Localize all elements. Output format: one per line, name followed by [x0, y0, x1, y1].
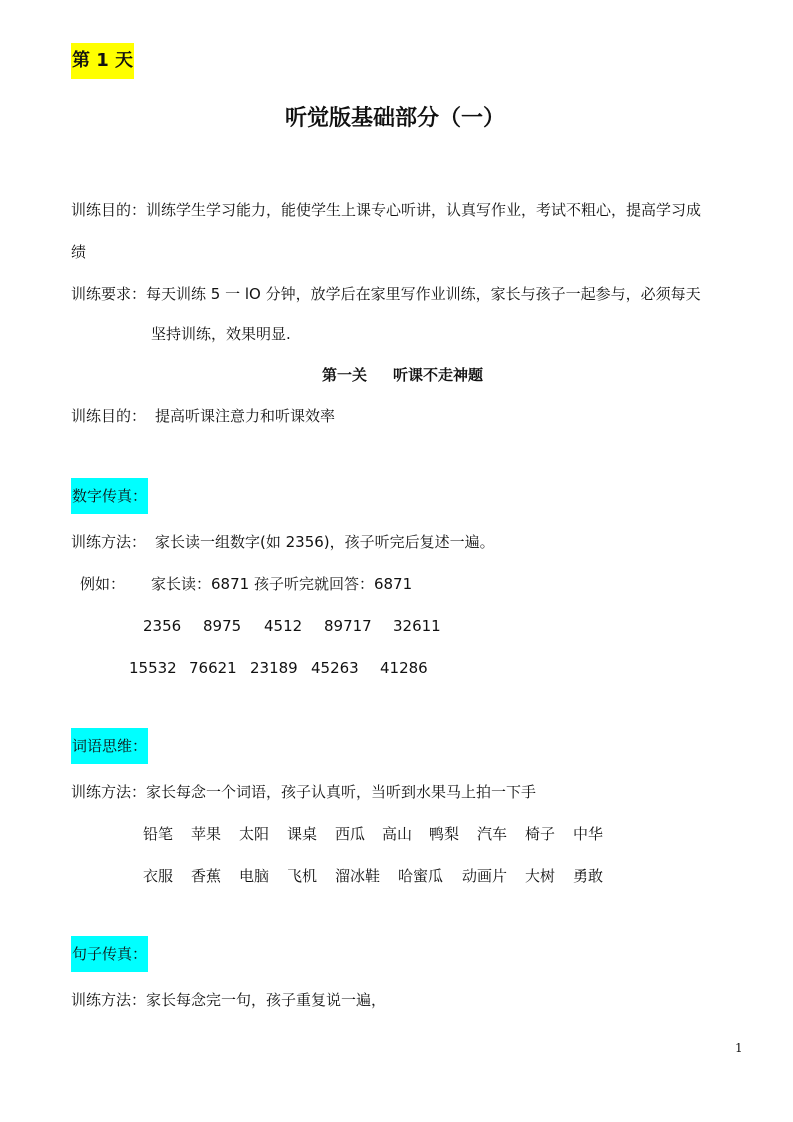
word-item: 汽车: [477, 825, 508, 843]
digit-method-text: 家长读一组数字(如 2356)，孩子听完后复述一遍。: [155, 533, 495, 551]
word-item: 中华: [573, 825, 604, 843]
digit-example: [80, 572, 412, 596]
word-heading-text: 词语思维：: [71, 728, 148, 764]
digit-item: 41286: [380, 659, 428, 677]
word-method-label: 训练方法：: [71, 783, 147, 801]
digit-heading-text: 数字传真：: [71, 478, 148, 514]
word-item: 太阳: [239, 825, 270, 843]
digit-item: 8975: [203, 617, 242, 635]
word-item: 飞机: [287, 867, 318, 885]
requirement-label: 训练要求：: [71, 285, 147, 303]
purpose-text: 训练学生学习能力，能使学生上课专心听讲，认真写作业，考试不粗心，提高学习成: [146, 201, 702, 219]
digit-method-label: 训练方法：: [71, 533, 147, 551]
digit-row-2: [129, 656, 428, 680]
word-heading: [71, 728, 148, 764]
sentence-method: [71, 988, 386, 1012]
word-item: 西瓜: [335, 825, 366, 843]
requirement-line-2: 坚持训练，效果明显.: [151, 325, 291, 343]
purpose-label: 训练目的：: [71, 201, 147, 219]
section-title-number: 第一关: [322, 366, 368, 384]
sentence-heading-text: 句子传真：: [71, 936, 148, 972]
digit-item: 89717: [324, 617, 372, 635]
word-item: 勇敢: [573, 867, 604, 885]
purpose-line-1: [71, 198, 701, 222]
digit-item: 32611: [393, 617, 441, 635]
day-label-text: 第 1 天: [71, 43, 134, 79]
digit-example-text: 家长读：6871 孩子听完就回答：6871: [151, 575, 413, 593]
digit-item: 76621: [189, 659, 237, 677]
word-item: 动画片: [462, 867, 508, 885]
word-item: 铅笔: [143, 825, 174, 843]
section-purpose-text: 提高听课注意力和听课效率: [155, 407, 336, 425]
section-purpose-label: 训练目的：: [71, 407, 147, 425]
word-item: 课桌: [287, 825, 318, 843]
requirement-text: 每天训练 5 一 lO 分钟，放学后在家里写作业训练，家长与孩子一起参与，必须每天: [146, 285, 701, 303]
section-title: [322, 364, 483, 385]
word-method-text: 家长每念一个词语，孩子认真听，当听到水果马上拍一下手: [146, 783, 537, 801]
purpose-line-2: 绩: [71, 243, 87, 261]
sentence-method-text: 家长每念完一句，孩子重复说一遍，: [146, 991, 387, 1009]
word-item: 溜冰鞋: [335, 867, 381, 885]
sentence-method-label: 训练方法：: [71, 991, 147, 1009]
word-item: 苹果: [191, 825, 222, 843]
word-item: 衣服: [143, 867, 174, 885]
digit-item: 4512: [264, 617, 303, 635]
digit-item: 2356: [143, 617, 182, 635]
word-method: [71, 780, 536, 804]
word-item: 电脑: [239, 867, 270, 885]
word-item: 香蕉: [191, 867, 222, 885]
digit-item: 45263: [311, 659, 359, 677]
section-purpose: [71, 404, 335, 428]
digit-row-1: [143, 614, 441, 638]
digit-item: 15532: [129, 659, 177, 677]
digit-heading: [71, 478, 148, 514]
page-title: 听觉版基础部分（一）: [285, 106, 506, 131]
digit-example-label: 例如：: [80, 575, 126, 593]
word-item: 大树: [525, 867, 556, 885]
word-item: 高山: [382, 825, 413, 843]
word-row-1: [143, 822, 603, 846]
digit-item: 23189: [250, 659, 298, 677]
sentence-heading: [71, 936, 148, 972]
word-item: 哈蜜瓜: [398, 867, 444, 885]
requirement-line-1: [71, 282, 701, 306]
word-item: 椅子: [525, 825, 556, 843]
section-title-name: 听课不走神题: [393, 366, 484, 384]
word-item: 鸭梨: [429, 825, 460, 843]
page-number: 1: [735, 1041, 743, 1055]
word-row-2: [143, 864, 603, 888]
digit-method: [71, 530, 495, 554]
day-label: [71, 43, 134, 79]
